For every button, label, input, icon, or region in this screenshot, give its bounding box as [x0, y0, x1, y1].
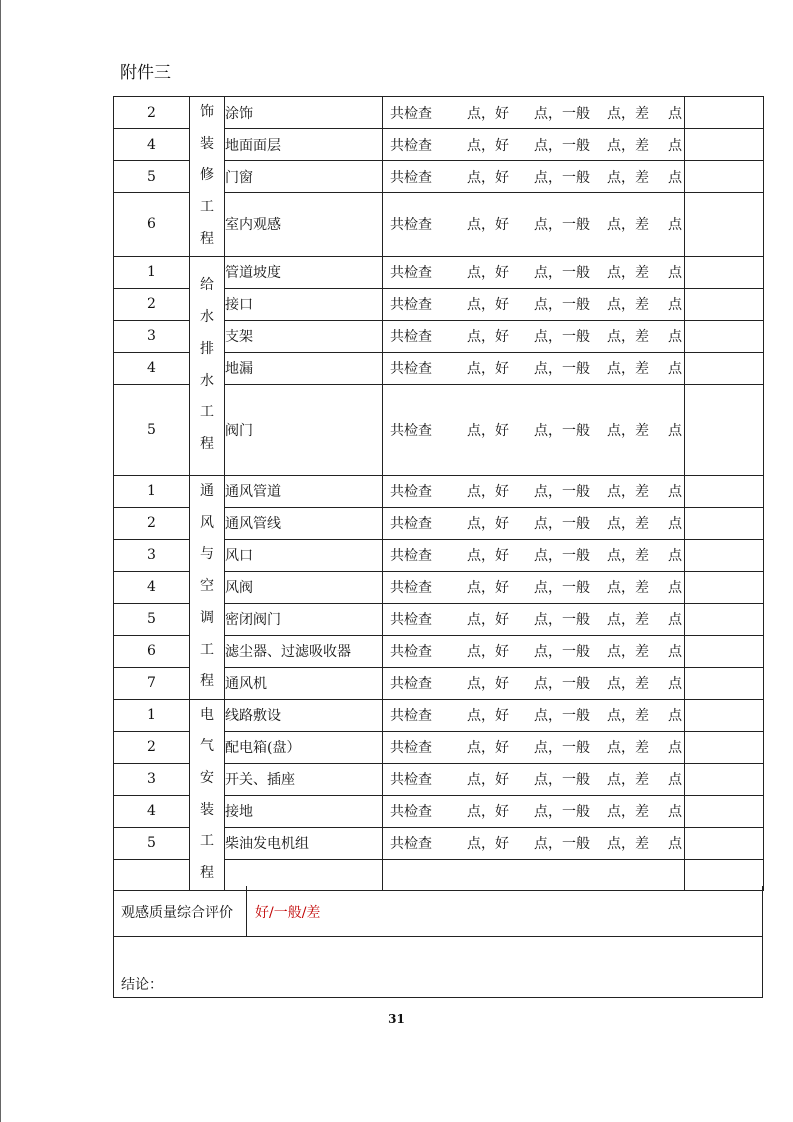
- row-check: 共检查 点，好 点，一般 点，差 点: [383, 731, 685, 763]
- table-row: [114, 475, 764, 507]
- row-seq: 6: [114, 193, 190, 256]
- row-item: 地面面层: [225, 129, 383, 161]
- page-title: 附件三: [120, 63, 171, 83]
- row-check: 共检查 点，好 点，一般 点，差 点: [383, 161, 685, 193]
- row-remark: [685, 507, 764, 539]
- row-seq: 5: [114, 384, 190, 475]
- row-item: 地漏: [225, 352, 383, 384]
- evaluation-divider: [246, 886, 247, 936]
- row-seq: 3: [114, 539, 190, 571]
- row-seq: 4: [114, 129, 190, 161]
- group-label: 电 气 安 装 工 程: [190, 699, 225, 890]
- table-row: [114, 699, 764, 731]
- row-remark: [685, 827, 764, 859]
- page-number: 31: [388, 1012, 405, 1026]
- row-item: 柴油发电机组: [225, 827, 383, 859]
- row-seq: 1: [114, 475, 190, 507]
- row-remark: [685, 699, 764, 731]
- row-item: 涂饰: [225, 97, 383, 129]
- row-item: 滤尘器、过滤吸收器: [225, 635, 383, 667]
- row-check: 共检查 点，好 点，一般 点，差 点: [383, 475, 685, 507]
- row-seq: 2: [114, 97, 190, 129]
- group-label: 饰 装 修 工 程: [190, 97, 225, 257]
- row-remark: [685, 635, 764, 667]
- row-seq: 4: [114, 571, 190, 603]
- row-check: 共检查 点，好 点，一般 点，差 点: [383, 603, 685, 635]
- row-seq: 2: [114, 731, 190, 763]
- row-item: 接地: [225, 795, 383, 827]
- inspection-table: [113, 96, 764, 891]
- row-seq: 1: [114, 699, 190, 731]
- row-item: 支架: [225, 320, 383, 352]
- row-item: 风阀: [225, 571, 383, 603]
- row-check: 共检查 点，好 点，一般 点，差 点: [383, 256, 685, 288]
- table-row: [114, 97, 764, 129]
- row-remark: [685, 763, 764, 795]
- row-remark: [685, 539, 764, 571]
- summary-section: [113, 886, 763, 998]
- row-check: 共检查 点，好 点，一般 点，差 点: [383, 384, 685, 475]
- row-item: 室内观感: [225, 193, 383, 256]
- row-remark: [685, 352, 764, 384]
- row-seq: 3: [114, 320, 190, 352]
- row-item: 密闭阀门: [225, 603, 383, 635]
- row-item: 接口: [225, 288, 383, 320]
- row-item: 通风管道: [225, 475, 383, 507]
- row-item: 通风管线: [225, 507, 383, 539]
- conclusion-label: 结论：: [121, 977, 163, 993]
- row-remark: [685, 731, 764, 763]
- group-label: 通 风 与 空 调 工 程: [190, 475, 225, 699]
- row-item: 风口: [225, 539, 383, 571]
- row-seq: 7: [114, 667, 190, 699]
- page-left-border: [0, 0, 1, 1122]
- row-check: 共检查 点，好 点，一般 点，差 点: [383, 795, 685, 827]
- row-seq: 6: [114, 635, 190, 667]
- row-remark: [685, 193, 764, 256]
- group-label: 给 水 排 水 工 程: [190, 256, 225, 475]
- row-check: 共检查 点，好 点，一般 点，差 点: [383, 699, 685, 731]
- row-seq: 4: [114, 352, 190, 384]
- row-item: 阀门: [225, 384, 383, 475]
- table-row: [114, 256, 764, 288]
- evaluation-label: 观感质量综合评价: [121, 905, 233, 921]
- row-check: 共检查 点，好 点，一般 点，差 点: [383, 571, 685, 603]
- row-check: 共检查 点，好 点，一般 点，差 点: [383, 539, 685, 571]
- row-seq: 3: [114, 763, 190, 795]
- row-remark: [685, 603, 764, 635]
- row-check: 共检查 点，好 点，一般 点，差 点: [383, 129, 685, 161]
- row-item: 通风机: [225, 667, 383, 699]
- row-remark: [685, 384, 764, 475]
- row-remark: [685, 667, 764, 699]
- row-check: 共检查 点，好 点，一般 点，差 点: [383, 320, 685, 352]
- row-remark: [685, 256, 764, 288]
- row-remark: [685, 129, 764, 161]
- row-item: 线路敷设: [225, 699, 383, 731]
- row-seq: 2: [114, 288, 190, 320]
- row-check: 共检查 点，好 点，一般 点，差 点: [383, 352, 685, 384]
- row-check: 共检查 点，好 点，一般 点，差 点: [383, 288, 685, 320]
- row-check: 共检查 点，好 点，一般 点，差 点: [383, 763, 685, 795]
- row-seq: 5: [114, 827, 190, 859]
- row-check: 共检查 点，好 点，一般 点，差 点: [383, 193, 685, 256]
- row-remark: [685, 161, 764, 193]
- row-remark: [685, 288, 764, 320]
- row-seq: 5: [114, 161, 190, 193]
- row-remark: [685, 475, 764, 507]
- row-check: 共检查 点，好 点，一般 点，差 点: [383, 97, 685, 129]
- row-check: 共检查 点，好 点，一般 点，差 点: [383, 507, 685, 539]
- row-check: 共检查 点，好 点，一般 点，差 点: [383, 635, 685, 667]
- row-check: 共检查 点，好 点，一般 点，差 点: [383, 827, 685, 859]
- row-remark: [685, 97, 764, 129]
- row-remark: [685, 571, 764, 603]
- row-seq: 2: [114, 507, 190, 539]
- row-seq: 1: [114, 256, 190, 288]
- row-item: 开关、插座: [225, 763, 383, 795]
- evaluation-value: 好/一般/差: [255, 905, 321, 921]
- evaluation-row: [114, 886, 762, 937]
- row-item: 门窗: [225, 161, 383, 193]
- row-item: 配电箱(盘）: [225, 731, 383, 763]
- row-seq: 4: [114, 795, 190, 827]
- row-remark: [685, 320, 764, 352]
- row-item: 管道坡度: [225, 256, 383, 288]
- row-check: 共检查 点，好 点，一般 点，差 点: [383, 667, 685, 699]
- row-seq: 5: [114, 603, 190, 635]
- row-remark: [685, 795, 764, 827]
